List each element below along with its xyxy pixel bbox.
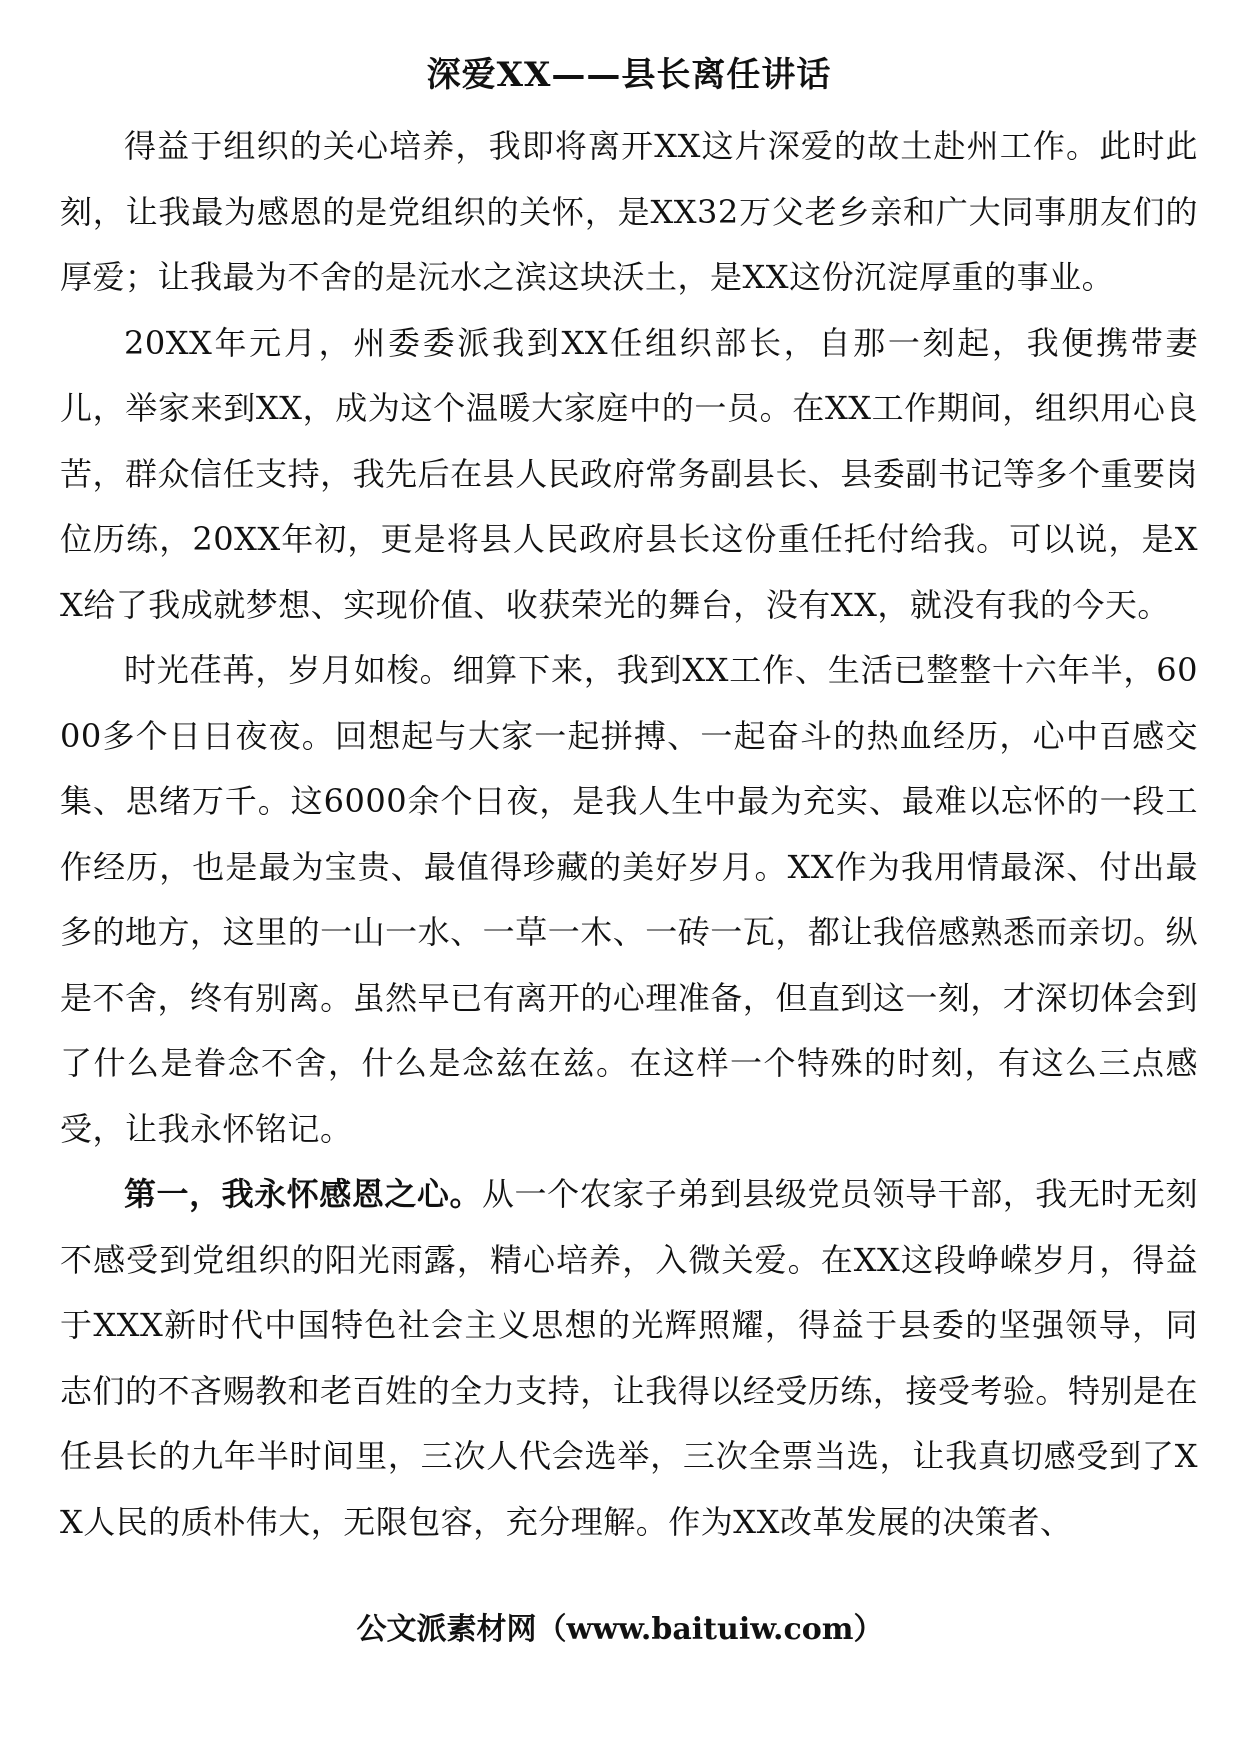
paragraph-3 (60, 638, 1198, 1162)
paragraph-1-text: 得益于组织的关心培养，我即将离开XX这片深爱的故土赴州工作。此时此刻，让我最为感恩的是党组织的关怀，是XX32万父老乡亲和广大同事朋友们的厚爱；让我最为不舍的是沅水之滨这块沃土，是XX这份沉淀厚重的事业。 (60, 127, 1198, 296)
document-title: 深爱XX——县长离任讲话 (426, 55, 832, 95)
paragraph-1 (60, 114, 1198, 311)
paragraph-4-lead: 第一，我永怀感恩之心。 (124, 1175, 483, 1213)
paragraph-3-text: 时光荏苒，岁月如梭。细算下来，我到XX工作、生活已整整十六年半，6000多个日日夜夜。回想起与大家一起拼搏、一起奋斗的热血经历，心中百感交集、思绪万千。这6000余个日夜，是我人生中最为充实、最难以忘怀的一段工作经历，也是最为宝贵、最值得珍藏的美好岁月。XX作为我用情最深、付出最多的地方，这里的一山一水、一草一木、一砖一瓦，都让我倍感熟悉而亲切。纵是不舍，终有别离。虽然早已有离开的心理准备，但直到这一刻，才深切体会到了什么是眷念不舍，什么是念兹在兹。在这样一个特殊的时刻，有这么三点感受，让我永怀铭记。 (60, 651, 1198, 1148)
paragraph-2 (60, 311, 1198, 639)
footer-watermark: 公文派素材网（www.baituiw.com） (356, 1612, 884, 1647)
paragraph-4-text: 从一个农家子弟到县级党员领导干部，我无时无刻不感受到党组织的阳光雨露，精心培养，入微关爱。在XX这段峥嵘岁月，得益于XXX新时代中国特色社会主义思想的光辉照耀，得益于县委的坚强领导，同志们的不吝赐教和老百姓的全力支持，让我得以经受历练，接受考验。特别是在任县长的九年半时间里，三次人代会选举，三次全票当选，让我真切感受到了XX人民的质朴伟大，无限包容，充分理解。作为XX改革发展的决策者、 (60, 1175, 1198, 1541)
document-page (60, 40, 1198, 1555)
paragraph-4 (60, 1162, 1198, 1555)
paragraph-2-text: 20XX年元月，州委委派我到XX任组织部长，自那一刻起，我便携带妻儿，举家来到XX，成为这个温暖大家庭中的一员。在XX工作期间，组织用心良苦，群众信任支持，我先后在县人民政府常务副县长、县委副书记等多个重要岗位历练，20XX年初，更是将县人民政府县长这份重任托付给我。可以说，是XX给了我成就梦想、实现价值、收获荣光的舞台，没有XX，就没有我的今天。 (60, 323, 1198, 624)
